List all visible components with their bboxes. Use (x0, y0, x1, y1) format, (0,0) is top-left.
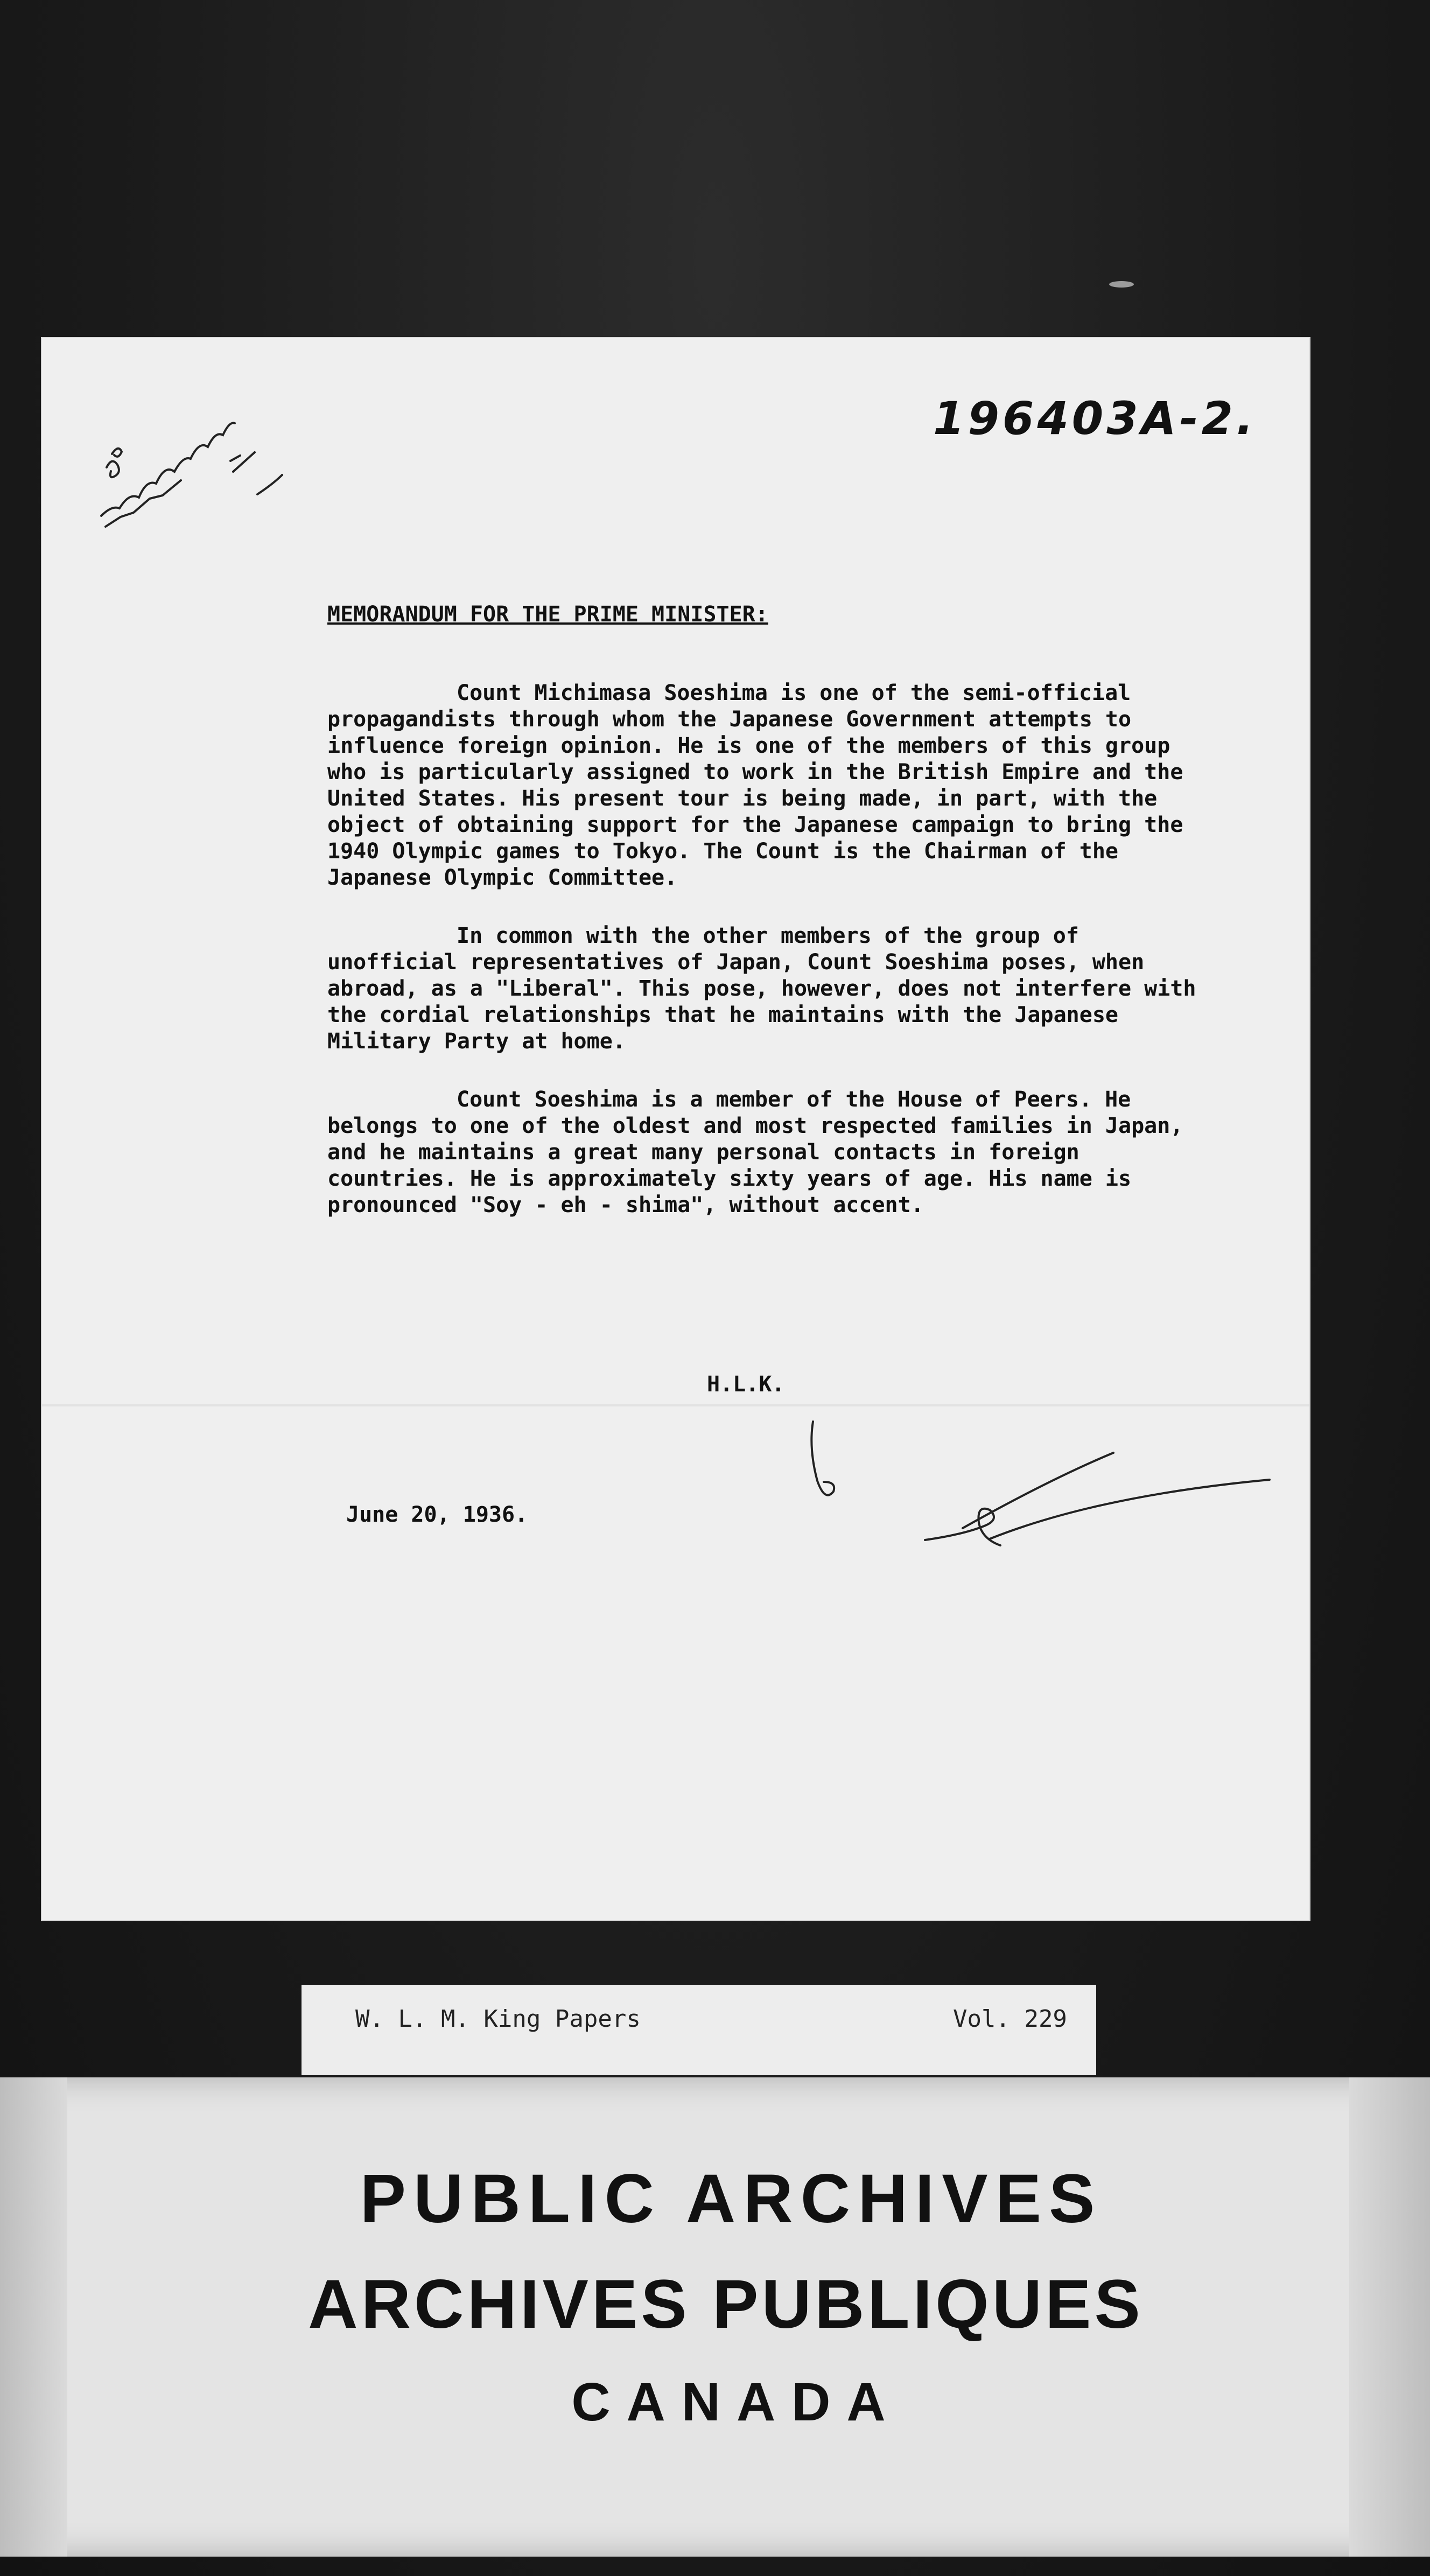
handwritten-margin-note (42, 338, 344, 618)
archives-title-french: ARCHIVES PUBLIQUES (308, 2266, 1144, 2343)
archives-country: CANADA (571, 2372, 902, 2432)
memo-date: June 20, 1936. (346, 1502, 528, 1527)
memo-body (327, 680, 1200, 1250)
memo-page (42, 338, 1309, 1920)
collection-label (302, 1985, 1096, 2075)
volume-number: Vol. 229 (953, 2005, 1067, 2033)
collection-name: W. L. M. King Papers (355, 2005, 641, 2033)
memo-paragraph-1: Count Michimasa Soeshima is one of the semi-official propagandists through whom the Japanese Government attempts to influence foreign opinion. He is one of the members of this group who is particularly assigned to work in the British Empire and the United States. His present tour is being made, in part, with the object of obtaining support for the Japanese campaign to bring the 1940 Olympic games to Tokyo. The Count is the Chairman of the Japanese Olympic Committee. (327, 681, 1183, 890)
memo-paragraph-3: Count Soeshima is a member of the House of Peers. He belongs to one of the oldest and most respected families in Japan, and he maintains a great many personal contacts in foreign countries. He is approximately sixty years of age. His name is pronounced "Soy - eh - shima", without accent. (327, 1087, 1183, 1217)
handwritten-signature (742, 1415, 1291, 1577)
archives-card (0, 2077, 1430, 2557)
archives-title-english: PUBLIC ARCHIVES (360, 2160, 1103, 2237)
film-speck (1109, 281, 1134, 288)
reference-number: 196403A-2. (933, 392, 1257, 445)
memo-title: MEMORANDUM FOR THE PRIME MINISTER: (327, 602, 768, 627)
author-initials: H.L.K. (707, 1372, 785, 1397)
paper-fold-line (42, 1404, 1309, 1406)
memo-paragraph-2: In common with the other members of the group of unofficial representatives of Japan, Count Soeshima poses, when abroad, as a "Liberal". This pose, however, does not interfere with the cordial relationships that he maintains with the Japanese Military Party at home. (327, 923, 1196, 1054)
